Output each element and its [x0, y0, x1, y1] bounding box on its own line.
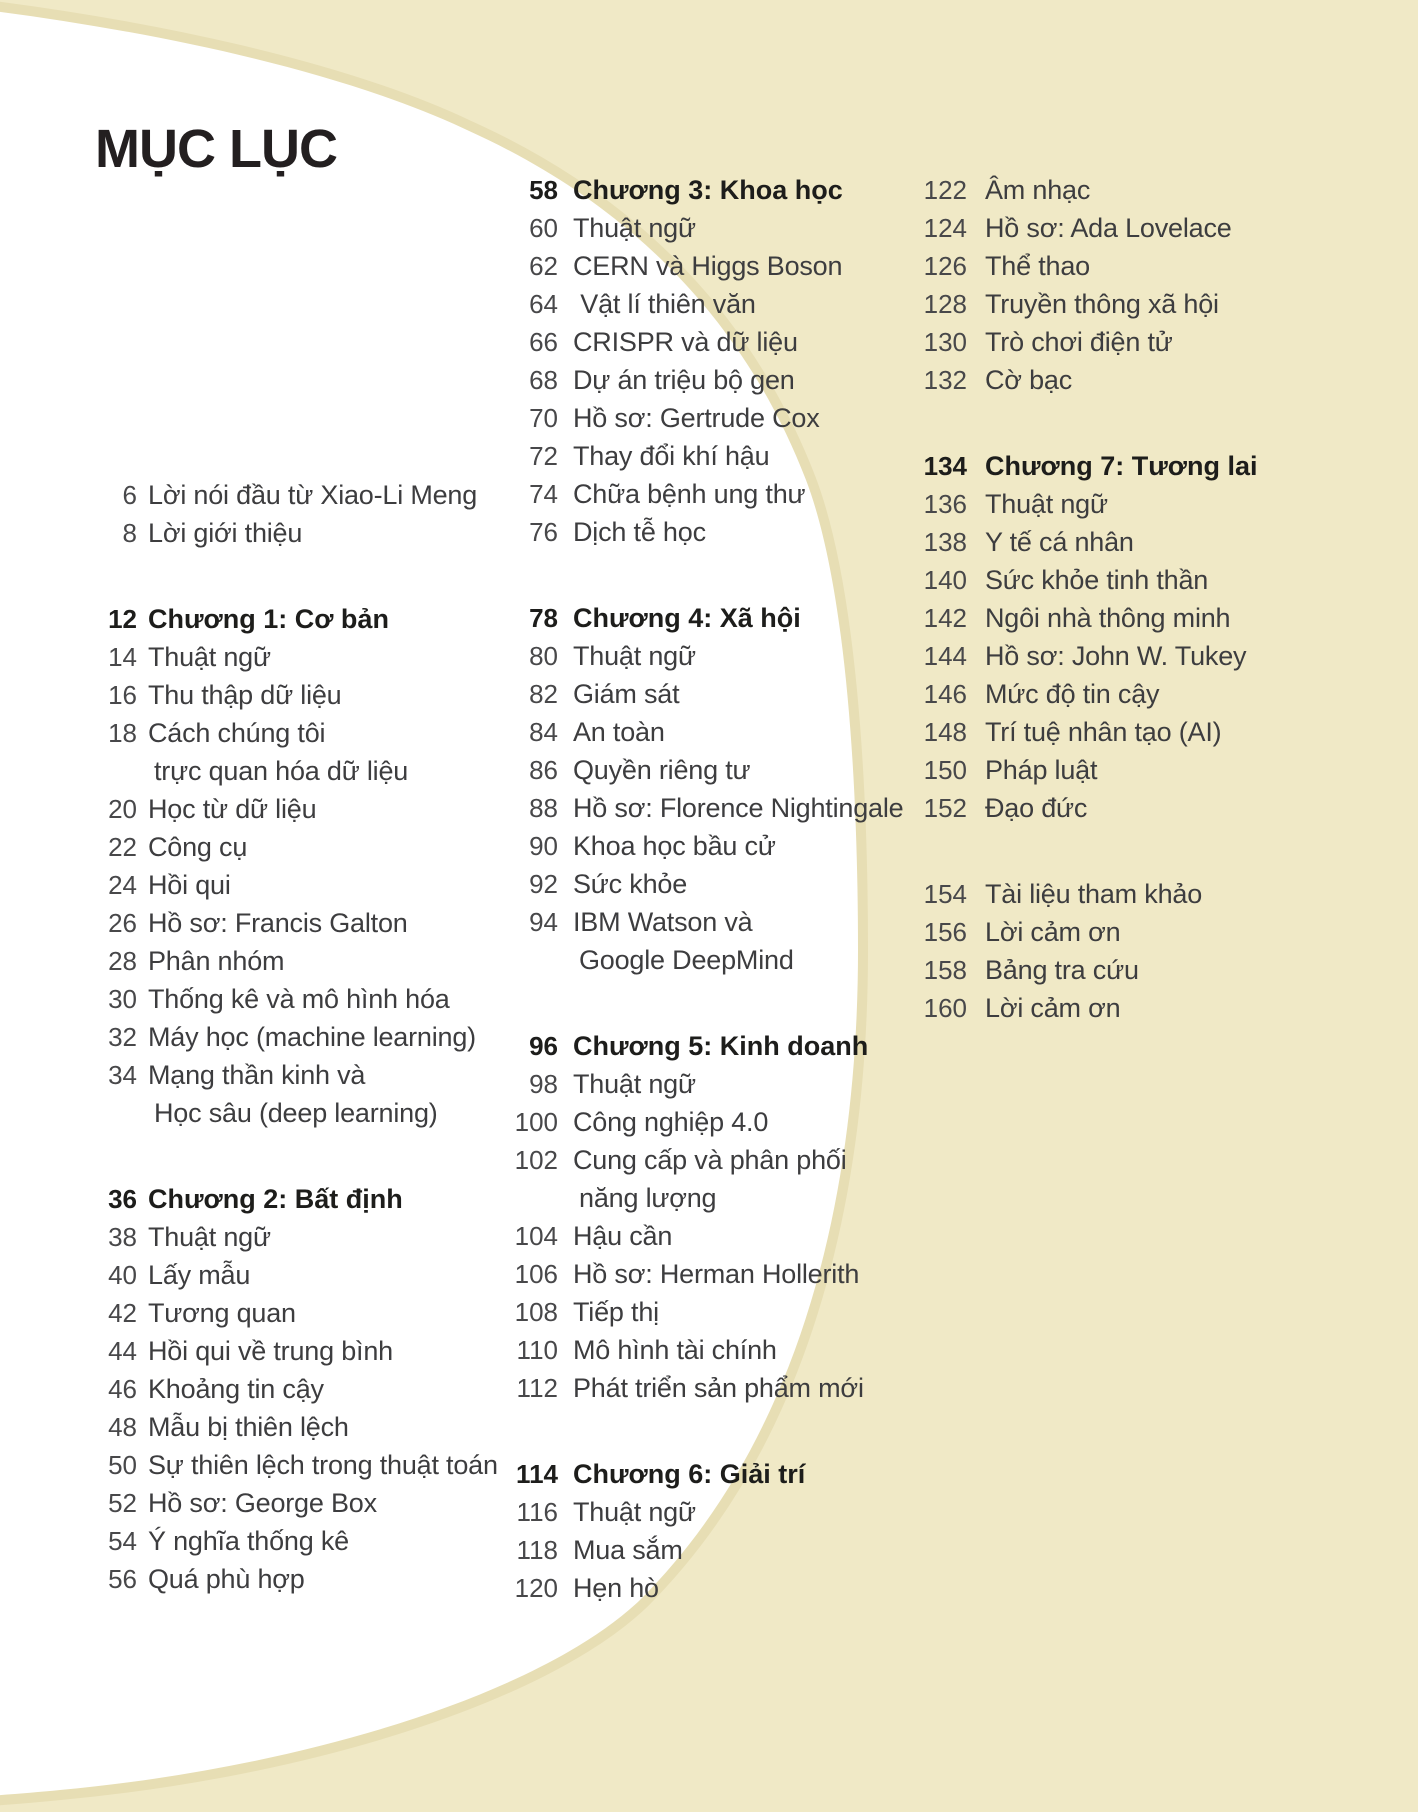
toc-entry-title: Sức khỏe tinh thần — [985, 565, 1209, 595]
toc-entry-page-number: 82 — [529, 679, 558, 709]
toc-entry-title: Học từ dữ liệu — [148, 794, 317, 824]
toc-entry-title: Học sâu (deep learning) — [154, 1098, 438, 1128]
toc-entry-page-number: 104 — [514, 1221, 558, 1251]
toc-entry-page-number: 26 — [108, 908, 137, 938]
toc-entry-page-number: 6 — [122, 480, 137, 510]
toc-entry-title: Mô hình tài chính — [573, 1335, 777, 1365]
toc-entry-page-number: 44 — [108, 1336, 137, 1366]
toc-entry-title: Thuật ngữ — [573, 213, 696, 243]
toc-entry-title: Thay đổi khí hậu — [573, 441, 770, 471]
toc-entry-page-number: 84 — [529, 717, 558, 747]
toc-entry-page-number: 88 — [529, 793, 558, 823]
toc-entry-title: Chương 5: Kinh doanh — [573, 1031, 869, 1061]
toc-entry-page-number: 24 — [108, 870, 137, 900]
toc-entry-page-number: 102 — [514, 1145, 558, 1175]
toc-entry-title: Quá phù hợp — [148, 1564, 305, 1594]
toc-entry-title: Khoa học bầu cử — [573, 831, 776, 861]
toc-entry-page-number: 138 — [923, 527, 967, 557]
toc-entry-page-number: 58 — [529, 175, 558, 205]
toc-entry-title: Hồ sơ: Francis Galton — [148, 908, 408, 938]
toc-entry-title: Lấy mẫu — [148, 1260, 251, 1290]
toc-entry-page-number: 56 — [108, 1564, 137, 1594]
toc-entry-title: Dự án triệu bộ gen — [573, 365, 795, 395]
toc-entry-title: Thu thập dữ liệu — [148, 680, 342, 710]
toc-entry-title: Mức độ tin cậy — [985, 679, 1160, 709]
toc-entry-page-number: 38 — [108, 1222, 137, 1252]
toc-entry-title: Sự thiên lệch trong thuật toán — [148, 1450, 498, 1480]
toc-entry-title: CRISPR và dữ liệu — [573, 327, 798, 357]
toc-entry-title: năng lượng — [579, 1183, 717, 1213]
toc-entry-title: Lời cảm ơn — [985, 917, 1121, 947]
toc-entry-title: Thuật ngữ — [148, 642, 271, 672]
toc-entry-page-number: 70 — [529, 403, 558, 433]
toc-entry-title: Quyền riêng tư — [573, 755, 751, 785]
toc-entry-page-number: 142 — [923, 603, 967, 633]
toc-entry-page-number: 126 — [923, 251, 967, 281]
toc-entry-page-number: 48 — [108, 1412, 137, 1442]
toc-entry-page-number: 160 — [923, 993, 967, 1023]
toc-entry-page-number: 124 — [923, 213, 967, 243]
toc-entry-title: Hồ sơ: George Box — [148, 1488, 377, 1518]
toc-entry-title: Máy học (machine learning) — [148, 1022, 476, 1052]
toc-entry-title: Cách chúng tôi — [148, 718, 326, 748]
toc-entry-page-number: 90 — [529, 831, 558, 861]
toc-entry-title: Mạng thần kinh và — [148, 1060, 366, 1090]
toc-entry-page-number: 14 — [108, 642, 137, 672]
toc-entry-page-number: 118 — [516, 1535, 558, 1565]
toc-entry-page-number: 92 — [529, 869, 558, 899]
toc-entry-title: Chương 7: Tương lai — [985, 451, 1258, 481]
toc-entry-page-number: 132 — [923, 365, 967, 395]
toc-entry-page-number: 146 — [923, 679, 967, 709]
toc-entry-page-number: 30 — [108, 984, 137, 1014]
toc-entry-page-number: 36 — [108, 1184, 137, 1214]
toc-entry-title: Hẹn hò — [573, 1573, 659, 1603]
toc-entry-page-number: 122 — [923, 175, 967, 205]
toc-entry-title: Chương 4: Xã hội — [573, 603, 801, 633]
toc-entry-page-number: 46 — [108, 1374, 137, 1404]
toc-entry-title: Lời nói đầu từ Xiao-Li Meng — [148, 480, 478, 510]
toc-entry-title: Bảng tra cứu — [985, 955, 1139, 985]
toc-entry-title: Chữa bệnh ung thư — [573, 479, 806, 509]
toc-entry-page-number: 68 — [529, 365, 558, 395]
toc-entry-page-number: 60 — [529, 213, 558, 243]
toc-entry-page-number: 40 — [108, 1260, 137, 1290]
toc-entry-page-number: 16 — [108, 680, 137, 710]
toc-entry-page-number: 148 — [923, 717, 967, 747]
toc-entry-page-number: 116 — [516, 1497, 558, 1527]
toc-entry-title: Tương quan — [148, 1298, 296, 1328]
toc-entry-title: CERN và Higgs Boson — [573, 251, 843, 281]
toc-entry-title: Ngôi nhà thông minh — [985, 603, 1231, 633]
toc-entry-title: Tiếp thị — [573, 1297, 659, 1327]
toc-entry-page-number: 94 — [529, 907, 558, 937]
toc-entry-page-number: 120 — [514, 1573, 558, 1603]
toc-entry-title: Thuật ngữ — [573, 1497, 696, 1527]
toc-entry-title: Hậu cần — [573, 1221, 673, 1251]
toc-entry-title: Cờ bạc — [985, 365, 1073, 395]
toc-entry-page-number: 136 — [923, 489, 967, 519]
toc-entry-page-number: 130 — [923, 327, 967, 357]
toc-entry-title: Chương 1: Cơ bản — [148, 604, 389, 634]
toc-entry-title: Hồ sơ: John W. Tukey — [985, 641, 1247, 671]
toc-entry-title: Tài liệu tham khảo — [985, 879, 1203, 909]
toc-entry-page-number: 28 — [108, 946, 137, 976]
toc-entry-title: IBM Watson và — [573, 907, 753, 937]
toc-entry-page-number: 64 — [529, 289, 558, 319]
toc-entry-title: Thuật ngữ — [148, 1222, 271, 1252]
toc-entry-title: Hồi qui về trung bình — [148, 1336, 393, 1366]
toc-entry-page-number: 54 — [108, 1526, 137, 1556]
toc-entry-page-number: 106 — [514, 1259, 558, 1289]
toc-entry-page-number: 22 — [108, 832, 137, 862]
toc-entry-title: Đạo đức — [985, 793, 1088, 823]
toc-entry-title: Công nghiệp 4.0 — [573, 1107, 769, 1137]
toc-entry-page-number: 96 — [529, 1031, 558, 1061]
toc-entry-page-number: 110 — [516, 1335, 558, 1365]
toc-entry-title: Hồi qui — [148, 870, 231, 900]
toc-entry-page-number: 140 — [923, 565, 967, 595]
toc-entry-page-number: 86 — [529, 755, 558, 785]
toc-entry-page-number: 78 — [529, 603, 558, 633]
toc-entry-title: Cung cấp và phân phối — [573, 1145, 847, 1175]
toc-entry-page-number: 112 — [516, 1373, 558, 1403]
toc-entry-title: Dịch tễ học — [573, 517, 706, 547]
toc-entry-page-number: 80 — [529, 641, 558, 671]
toc-entry-title: Chương 2: Bất định — [148, 1184, 403, 1214]
toc-entry-page-number: 12 — [108, 604, 137, 634]
toc-entry-page-number: 52 — [108, 1488, 137, 1518]
toc-entry-title: Thống kê và mô hình hóa — [148, 984, 450, 1014]
toc-entry-title: Công cụ — [148, 832, 248, 862]
toc-entry-title: Âm nhạc — [985, 175, 1091, 205]
toc-entry-title: Lời giới thiệu — [148, 518, 303, 548]
toc-entry-title: Trí tuệ nhân tạo (AI) — [985, 717, 1222, 747]
toc-entry-title: Sức khỏe — [573, 869, 688, 899]
toc-entry-title: Ý nghĩa thống kê — [148, 1526, 349, 1556]
toc-entry-title: An toàn — [573, 717, 665, 747]
toc-entry-title: Google DeepMind — [579, 945, 794, 975]
toc-entry-title: Mua sắm — [573, 1535, 683, 1565]
toc-entry-title: trực quan hóa dữ liệu — [154, 756, 409, 786]
page-title: MỤC LỤC — [95, 119, 337, 179]
toc-entry-title: Lời cảm ơn — [985, 993, 1121, 1023]
toc-entry-page-number: 150 — [923, 755, 967, 785]
toc-entry-title: Thuật ngữ — [985, 489, 1108, 519]
toc-entry-title: Pháp luật — [985, 755, 1098, 785]
toc-entry-page-number: 114 — [516, 1459, 558, 1489]
toc-entry-title: Vật lí thiên văn — [573, 289, 756, 319]
toc-entry-page-number: 108 — [514, 1297, 558, 1327]
toc-entry-title: Giám sát — [573, 679, 680, 709]
toc-entry-page-number: 76 — [529, 517, 558, 547]
toc-entry-page-number: 158 — [923, 955, 967, 985]
toc-entry-title: Hồ sơ: Florence Nightingale — [573, 793, 904, 823]
toc-entry-page-number: 42 — [108, 1298, 137, 1328]
toc-entry-title: Phát triển sản phẩm mới — [573, 1373, 864, 1403]
toc-entry-page-number: 62 — [529, 251, 558, 281]
toc-entry-page-number: 72 — [529, 441, 558, 471]
toc-entry-page-number: 8 — [122, 518, 137, 548]
toc-entry-title: Chương 3: Khoa học — [573, 175, 843, 205]
toc-entry-title: Mẫu bị thiên lệch — [148, 1412, 349, 1442]
toc-entry-title: Truyền thông xã hội — [985, 289, 1219, 319]
toc-entry-title: Thuật ngữ — [573, 641, 696, 671]
toc-entry-page-number: 128 — [923, 289, 967, 319]
toc-entry-title: Khoảng tin cậy — [148, 1374, 324, 1404]
toc-entry-page-number: 144 — [923, 641, 967, 671]
toc-entry-page-number: 154 — [923, 879, 967, 909]
toc-entry-page-number: 66 — [529, 327, 558, 357]
toc-entry-page-number: 134 — [923, 451, 967, 481]
toc-entry-page-number: 98 — [529, 1069, 558, 1099]
toc-entry-page-number: 32 — [108, 1022, 137, 1052]
toc-entry-page-number: 152 — [923, 793, 967, 823]
toc-entry-page-number: 156 — [923, 917, 967, 947]
toc-entry-title: Chương 6: Giải trí — [573, 1459, 806, 1489]
toc-entry-title: Trò chơi điện tử — [985, 327, 1173, 357]
toc-entry-title: Hồ sơ: Ada Lovelace — [985, 213, 1232, 243]
toc-entry-page-number: 20 — [108, 794, 137, 824]
toc-entry-title: Y tế cá nhân — [985, 527, 1134, 557]
toc-entry-title: Phân nhóm — [148, 946, 285, 976]
toc-entry-page-number: 74 — [529, 479, 558, 509]
toc-entry-title: Thuật ngữ — [573, 1069, 696, 1099]
toc-entry-title: Hồ sơ: Herman Hollerith — [573, 1259, 860, 1289]
toc-entry-page-number: 50 — [108, 1450, 137, 1480]
toc-entry-title: Thể thao — [985, 251, 1090, 281]
toc-entry-title: Hồ sơ: Gertrude Cox — [573, 403, 820, 433]
toc-entry-page-number: 100 — [514, 1107, 558, 1137]
toc-entry-page-number: 18 — [108, 718, 137, 748]
toc-entry-page-number: 34 — [108, 1060, 137, 1090]
